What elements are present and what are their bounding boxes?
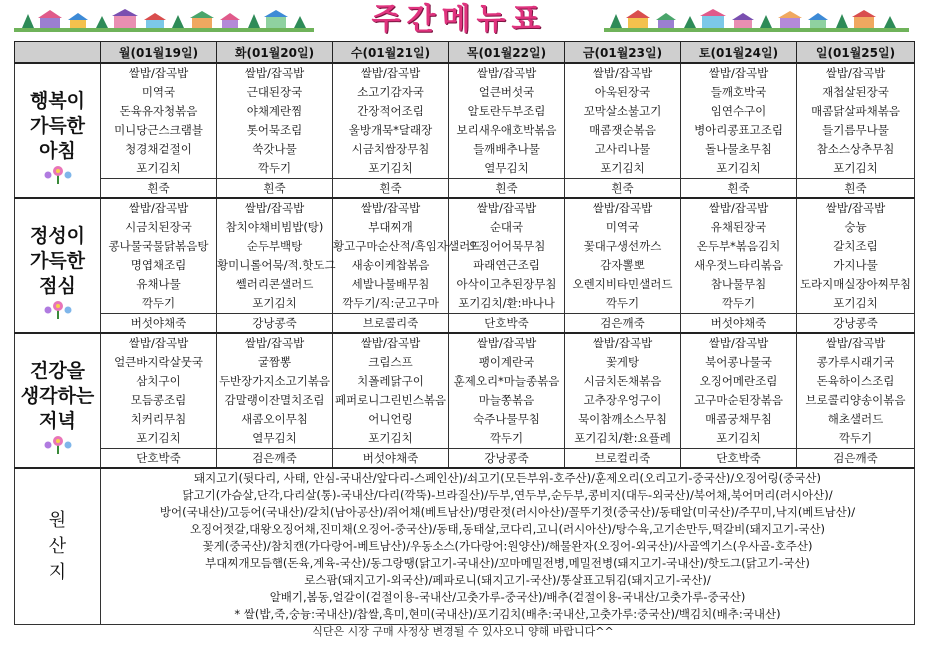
menu-item: 보리새우애호박볶음 [456,123,557,137]
page-title: 주간메뉴표 [371,2,547,37]
dessert-cell: 흰죽 [681,179,797,199]
menu-item: 임연수구이 [710,104,767,118]
origin-line: 돼지고기(뒷다리, 사태, 안심-국내산/앞다리-스페인산)/쇠고기(모든부위-호주산)/훈제오리(오리고기-중국산)/오징어링(중국산) [194,471,821,485]
origin-line: * 쌀(밥,죽,숭늉:국내산)/찹쌀,흑미,현미(국내산)/포기김치(배추:국내산,고춧가루:중국산)/백김치(배추:국내산) [234,607,781,621]
menu-item: 훈제오리*마늘종볶음 [453,374,560,388]
menu-cell [681,63,797,179]
menu-item: 콩가루시래기국 [816,355,895,369]
menu-item: 묵이참깨소스무침 [578,412,667,426]
menu-item: 숙주나물무침 [473,412,540,426]
dessert-cell: 브로컬리죽 [565,449,681,469]
menu-item: 오징어어묵무침 [467,239,546,253]
dessert-cell: 단호박죽 [449,314,565,334]
dessert-cell: 흰죽 [101,179,217,199]
day-header: 토(01월24일) [681,42,797,64]
day-header-row [15,42,915,64]
menu-item: 들깨호박국 [710,85,767,99]
menu-item: 포기김치 [833,161,878,175]
menu-item: 깍두기 [838,431,873,445]
menu-item: 감자뽈뽀 [600,258,645,272]
menu-item: 세발나물배무침 [351,277,430,291]
menu-item: 아삭이고추된장무침 [456,277,557,291]
menu-cell [217,333,333,449]
menu-item: 쌀밥/잡곡밥 [244,336,305,350]
menu-item: 쌀밥/잡곡밥 [592,66,653,80]
menu-item: 치폴레닭구이 [357,374,424,388]
menu-item: 알토란두부조림 [467,104,546,118]
menu-item: 치커리무침 [130,412,187,426]
menu-item: 쌀밥/잡곡밥 [825,66,886,80]
menu-item: 마늘쫑볶음 [478,393,535,407]
menu-item: 쌀밥/잡곡밥 [708,201,769,215]
menu-cell [333,198,482,314]
menu-item: 얼큰버섯국 [478,85,535,99]
day-header: 금(01월23일) [565,42,681,64]
header [0,0,926,40]
dessert-cell: 흰죽 [333,179,449,199]
menu-item: 쌀밥/잡곡밥 [708,66,769,80]
menu-item: 재첩살된장국 [822,85,889,99]
menu-item: 쌀밥/잡곡밥 [476,201,537,215]
origin-line: 오징어젓갈,대왕오징어채,진미채(오징어-중국산)/동태,동태살,코다리,고니(러시아산)/탕수육,고기손만두,떡갈비(돼지고기-국산) [189,522,826,536]
menu-item: 쎌러리콘샐러드 [235,277,314,291]
day-header: 목(01월22일) [449,42,565,64]
menu-item: 고추장우엉구이 [583,393,662,407]
dessert-cell: 브로콜리죽 [333,314,449,334]
menu-item: 쌀밥/잡곡밥 [244,66,305,80]
menu-cell [449,198,565,314]
menu-item: 가지나물 [833,258,878,272]
menu-item: 매콤잿순볶음 [589,123,656,137]
menu-item: 오징어메란조림 [699,374,778,388]
dessert-cell: 검은깨죽 [217,449,333,469]
footnote: 식단은 시장 구매 사정상 변경될 수 있사오니 양해 바랍니다^^ [312,625,614,638]
meal-label-cell [15,198,101,333]
flower-icon [38,164,78,184]
menu-item: 순두부백탕 [246,239,303,253]
menu-item: 미니당근스크램블 [114,123,203,137]
day-header: 수(01월21일) [333,42,449,64]
meal-label-line: 행복이 [29,89,86,112]
menu-item: 아욱된장국 [594,85,651,99]
dessert-cell: 단호박죽 [101,449,217,469]
meal-label-line: 점심 [39,274,76,297]
menu-item: 쌀밥/잡곡밥 [360,336,421,350]
menu-cell [565,63,681,179]
dessert-cell: 단호박죽 [681,449,797,469]
menu-item: 쌀밥/잡곡밥 [128,201,189,215]
menu-item: 울방개묵*달래장 [348,123,433,137]
origin-label-char: 원 [48,509,67,531]
menu-item: 두반장가지소고기볶음 [218,374,331,388]
menu-item: 매콤궁채무침 [705,412,772,426]
meal-label-line: 저녁 [39,409,76,432]
menu-item: 꽃대구생선까스 [583,239,662,253]
menu-item: 삼치구이 [136,374,181,388]
dessert-row [15,179,915,199]
dessert-cell: 흰죽 [565,179,681,199]
menu-item: 포기김치 [600,161,645,175]
day-header: 일(01월25일) [797,42,915,64]
menu-item: 참나물무침 [710,277,767,291]
menu-item: 쌀밥/잡곡밥 [128,336,189,350]
meal-row [15,198,915,314]
meal-label-line: 아침 [39,139,76,162]
dessert-cell: 강낭콩죽 [217,314,333,334]
dessert-cell: 검은깨죽 [565,314,681,334]
menu-item: 시금치쌈장무침 [351,142,430,156]
menu-item: 고구마순된장볶음 [694,393,783,407]
menu-item: 부대찌개 [368,220,413,234]
menu-cell [449,63,565,179]
menu-cell [565,198,681,314]
menu-item: 유채나물 [136,277,181,291]
meal-label-cell [15,333,101,468]
menu-cell [797,63,915,179]
origin-label-cell [15,468,101,625]
menu-item: 깍두기 [141,296,176,310]
menu-item: 콩나물국물닭볶음탕 [108,239,209,253]
flower-icon [38,434,78,454]
menu-item: 브로콜리양송이볶음 [805,393,906,407]
menu-item: 소고기감자국 [357,85,424,99]
menu-item: 오렌지비타민샐러드 [572,277,673,291]
menu-item: 포기김치 [136,161,181,175]
menu-cell [797,333,915,449]
menu-item: 쑥갓나물 [252,142,297,156]
menu-cell [797,198,915,314]
menu-item: 돈육유자청볶음 [119,104,198,118]
menu-item: 매콤닭살파채볶음 [811,104,900,118]
menu-item: 톳어묵조림 [246,123,303,137]
menu-cell [101,63,217,179]
meal-row [15,333,915,449]
menu-item: 쌀밥/잡곡밥 [476,66,537,80]
dessert-cell: 버섯야채죽 [681,314,797,334]
menu-item: 얼큰바지락살뭇국 [114,355,203,369]
menu-cell [101,198,217,314]
menu-item: 시금치된장국 [125,220,192,234]
dessert-row [15,314,915,334]
menu-item: 깍두기 [489,431,524,445]
menu-item: 들기름무나물 [822,123,889,137]
menu-item: 포기김치 [368,431,413,445]
menu-item: 페퍼로니그린빈스볶음 [334,393,447,407]
dessert-cell: 버섯야채죽 [333,449,449,469]
menu-cell [101,333,217,449]
menu-item: 열무김치 [252,431,297,445]
menu-item: 쌀밥/잡곡밥 [244,201,305,215]
menu-item: 깍두기 [721,296,756,310]
menu-item: 크림스프 [368,355,413,369]
meal-label-line: 건강을 [29,359,86,382]
origin-line: 방어(국내산)/고등어(국내산)/갈치(남아공산)/쥐어채(베트남산)/명란젓(러시아산)/꼴뚜기젓(중국산)/동태알(미국산)/주꾸미,낙지(베트남산)/ [159,505,856,519]
menu-item: 미역국 [141,85,176,99]
menu-item: 파래연근조림 [473,258,540,272]
menu-cell [681,333,797,449]
menu-item: 야채계란찜 [246,104,303,118]
meal-label-line: 가득한 [29,249,86,272]
menu-item: 쌀밥/잡곡밥 [360,201,421,215]
menu-item: 쌀밥/잡곡밥 [825,201,886,215]
meal-label-line: 가득한 [29,114,86,137]
menu-item: 열무김치 [484,161,529,175]
menu-item: 쌀밥/잡곡밥 [825,336,886,350]
menu-item: 포기김치 [833,296,878,310]
day-header: 월(01월19일) [101,42,217,64]
menu-item: 청경채겉절이 [125,142,192,156]
menu-item: 돈육하이스조림 [816,374,895,388]
menu-item: 북어콩나물국 [705,355,772,369]
menu-item: 참소스상추무침 [816,142,895,156]
dessert-cell: 버섯야채죽 [101,314,217,334]
menu-item: 새송이케찹볶음 [351,258,430,272]
menu-item: 꽃게탕 [605,355,640,369]
menu-item: 쌀밥/잡곡밥 [360,66,421,80]
menu-item: 깍두기/직:군고구마 [342,296,439,310]
dessert-cell: 검은깨죽 [797,449,915,469]
menu-item: 꼬막살소불고기 [583,104,662,118]
menu-item: 쌀밥/잡곡밥 [476,336,537,350]
menu-item: 깍두기 [257,161,292,175]
menu-item: 깍두기 [605,296,640,310]
village-border-right-icon [604,8,909,34]
menu-item: 포기김치 [136,431,181,445]
menu-cell [681,198,797,314]
menu-cell [333,63,449,179]
menu-item: 도라지매실장아찌무침 [799,277,912,291]
menu-cell [217,63,333,179]
menu-item: 참치야채비빔밥(탕) [225,220,324,234]
origin-info-cell [101,468,915,625]
dessert-cell: 강낭콩죽 [449,449,565,469]
menu-item: 황고구마순산적/흑임자샐러드 [333,239,482,253]
menu-item: 온두부*볶음김치 [696,239,781,253]
menu-item: 쌀밥/잡곡밥 [592,336,653,350]
menu-cell [217,198,336,314]
menu-item: 쌀밥/잡곡밥 [708,336,769,350]
menu-item: 쌀밥/잡곡밥 [592,201,653,215]
meal-row [15,63,915,179]
origin-line: 로스팜(돼지고기-외국산)/페파로니(돼지고기-국산)/통살표고튀김(돼지고기-국산)/ [304,573,711,587]
menu-item: 쌀밥/잡곡밥 [128,66,189,80]
dessert-cell: 흰죽 [449,179,565,199]
menu-cell [565,333,681,449]
menu-item: 황미니롤어묵/적.핫도그 [217,258,336,272]
menu-item: 감말랭이잔멸치조림 [224,393,325,407]
corner-cell [15,42,101,64]
menu-item: 포기김치 [368,161,413,175]
menu-item: 어니언링 [368,412,413,426]
meal-label-line: 정성이 [29,224,86,247]
origin-line: 부대찌개모듬햄(돈육,계육-국산)/동그랑땡(닭고기-국내산)/꼬마메밀전병,메밀전병(돼지고기-국내산)/핫도그(닭고기-국산) [205,556,810,570]
menu-item: 명엽채조림 [130,258,187,272]
menu-item: 유채된장국 [710,220,767,234]
menu-cell [333,333,449,449]
menu-item: 병아리콩표고조림 [694,123,783,137]
dessert-row [15,449,915,469]
dessert-cell: 흰죽 [797,179,915,199]
menu-item: 포기김치/환:바나나 [458,296,555,310]
menu-item: 순대국 [489,220,524,234]
origin-label-char: 지 [48,561,67,583]
menu-item: 돌나물초무침 [705,142,772,156]
meal-label-line: 생각하는 [20,384,95,407]
menu-item: 고사리나물 [594,142,651,156]
menu-item: 포기김치 [716,161,761,175]
menu-item: 시금치돈채볶음 [583,374,662,388]
menu-cell [449,333,565,449]
dessert-cell: 흰죽 [217,179,333,199]
menu-item: 포기김치 [252,296,297,310]
origin-line: 꽃게(중국산)/참치캔(가다랑어-베트남산)/우동소스(가다랑어:원양산)/해물완자(오징어-외국산)/사골엑기스(우사골-호주산) [202,539,813,553]
flower-pot-icon [38,299,78,319]
weekly-menu-table [14,41,915,625]
menu-item: 간장적어조림 [357,104,424,118]
origin-row [15,468,915,625]
menu-item: 근대된장국 [246,85,303,99]
meal-label-cell [15,63,101,198]
origin-label-char: 산 [48,535,67,557]
menu-item: 갈치조림 [833,239,878,253]
menu-item: 포기김치/환:요플레 [574,431,671,445]
menu-item: 해초샐러드 [827,412,884,426]
dessert-cell: 강낭콩죽 [797,314,915,334]
menu-item: 들깨배추나물 [473,142,540,156]
menu-item: 팽이계란국 [478,355,535,369]
day-header: 화(01월20일) [217,42,333,64]
origin-line: 알배기,봄동,얼갈이(겉절이용-국내산/고춧가루-중국산)/배추(겉절이용-국내산/고춧가루-중국산) [269,590,746,604]
menu-item: 굴짬뽕 [257,355,292,369]
village-border-left-icon [14,8,314,34]
menu-item: 포기김치 [716,431,761,445]
menu-item: 숭늉 [844,220,867,234]
origin-line: 닭고기(가슴살,단각,다리살(통)-국내산/다리(깍뚝)-브라질산)/두부,연두부,순두부,콩비지(대두-외국산)/북어채,북어머리(러시아산)/ [182,488,833,502]
menu-item: 새우젓느타리볶음 [694,258,783,272]
menu-item: 새콤오이무침 [241,412,308,426]
menu-item: 모듬콩조림 [130,393,187,407]
menu-item: 미역국 [605,220,640,234]
